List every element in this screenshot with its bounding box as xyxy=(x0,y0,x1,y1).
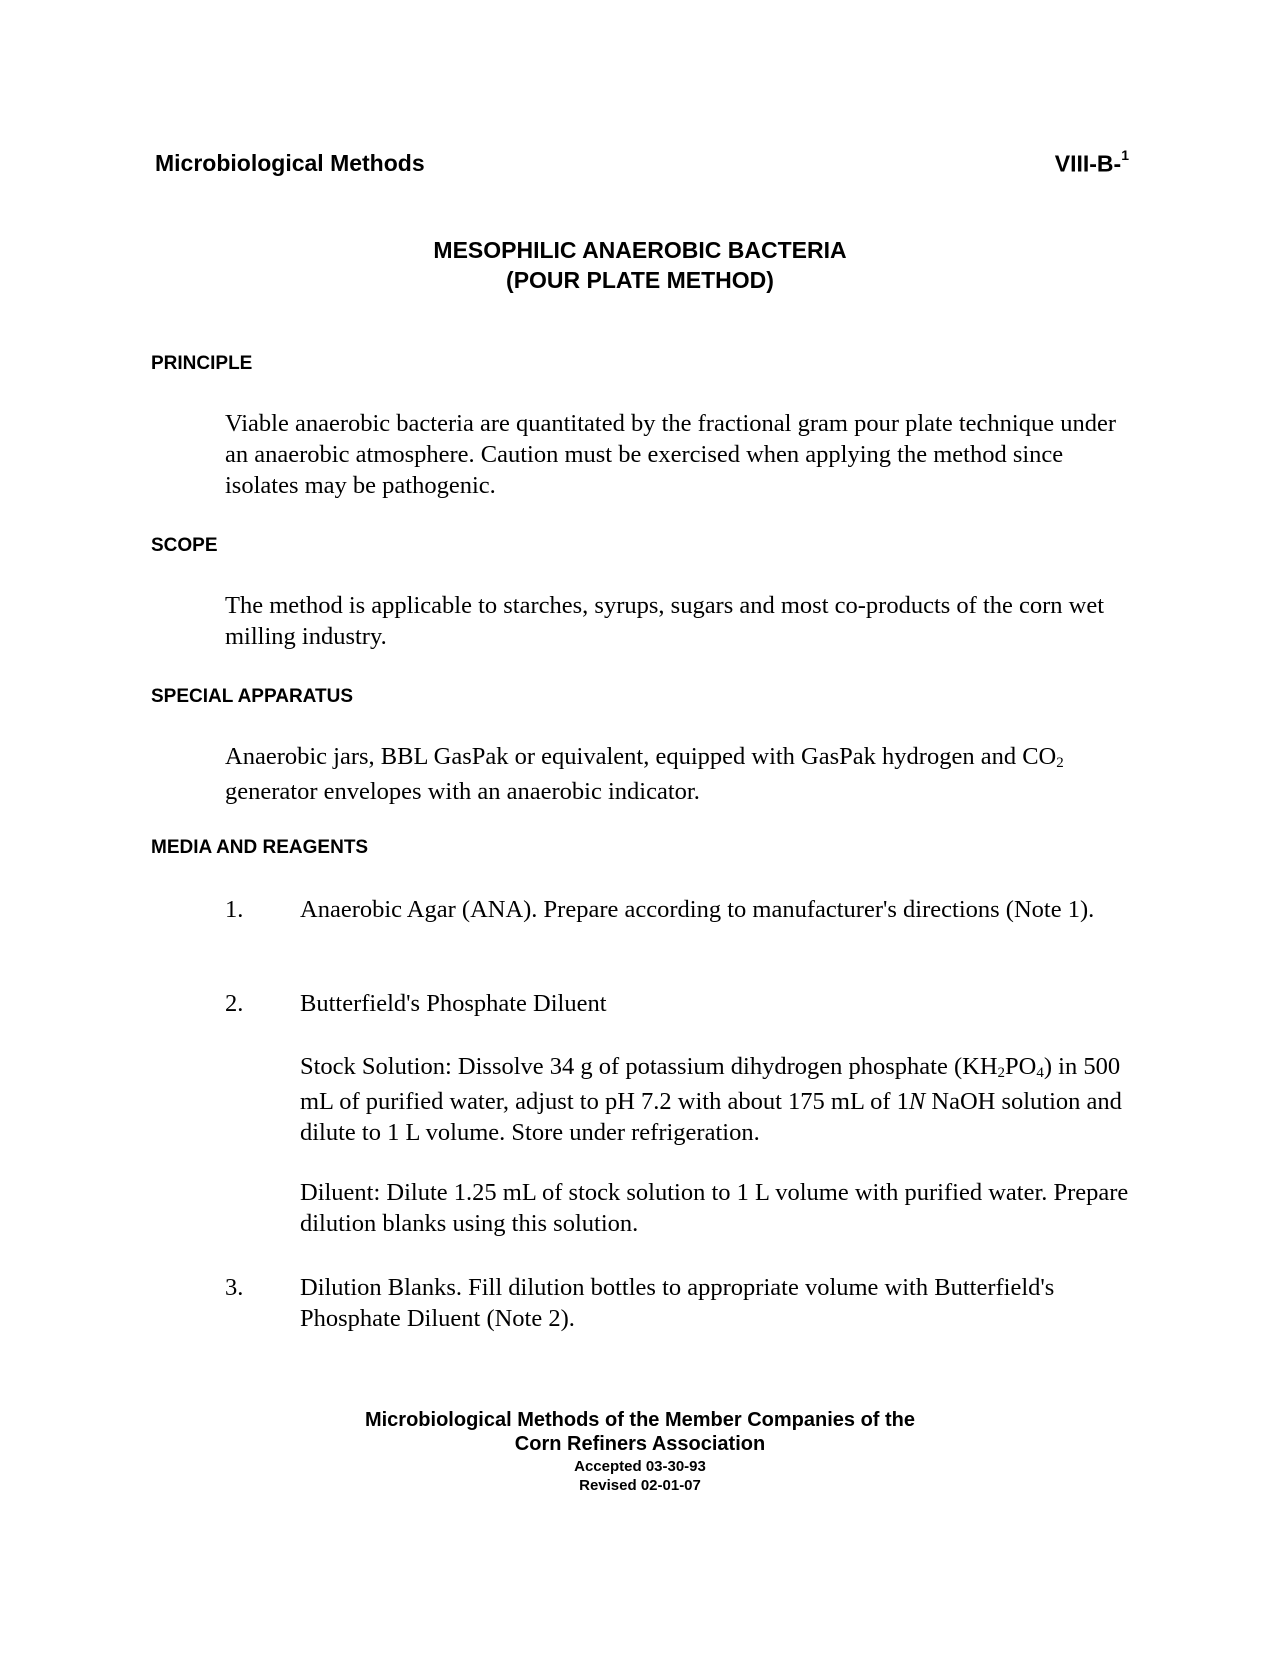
heading-scope: SCOPE xyxy=(151,535,218,556)
title-line-1: MESOPHILIC ANAEROBIC BACTERIA xyxy=(433,237,847,263)
stock-a: Stock Solution: Dissolve 34 g of potassium dihydrogen phosphate (KH xyxy=(300,1053,998,1080)
apparatus-text-b: generator envelopes with an anaerobic indicator. xyxy=(225,778,700,805)
item-2-text: Butterfield's Phosphate Diluent xyxy=(300,990,607,1017)
footer-revised: Revised 02-01-07 xyxy=(579,1477,701,1494)
item-1-text: Anaerobic Agar (ANA). Prepare according to manufacturer's directions (Note 1). xyxy=(300,896,1095,923)
stock-sub-2: 4 xyxy=(1036,1065,1044,1081)
principle-text: Viable anaerobic bacteria are quantitated by the fractional gram pour plate technique under an anaerobic atmosphere. Caution must be exercised when applying the method since isolates may be pathogenic. xyxy=(225,410,1116,499)
stock-c: ) in 500 mL of purified water, adjust to pH 7.2 with about 175 mL of 1 xyxy=(300,1053,1121,1115)
header-section-number xyxy=(1054,147,1129,178)
diluent-text: Diluent: Dilute 1.25 mL of stock solution to 1 L volume with purified water. Prepare dilution blanks using this solution. xyxy=(300,1179,1129,1237)
item-3-number: 3. xyxy=(225,1274,244,1301)
item-2-number: 2. xyxy=(225,990,244,1017)
stock-b: PO xyxy=(1005,1053,1037,1080)
title-line-2: (POUR PLATE METHOD) xyxy=(506,267,774,293)
footer-dates xyxy=(0,1457,1280,1495)
footer-accepted: Accepted 03-30-93 xyxy=(574,1458,706,1475)
stock-solution-text xyxy=(300,1051,1129,1148)
heading-special-apparatus: SPECIAL APPARATUS xyxy=(151,686,353,707)
header-left-title: Microbiological Methods xyxy=(155,150,425,176)
item-3-text: Dilution Blanks. Fill dilution bottles to appropriate volume with Butterfield's Phosphate Diluent (Note 2). xyxy=(300,1274,1055,1332)
heading-media-reagents: MEDIA AND REAGENTS xyxy=(151,837,369,858)
footer-line-2: Corn Refiners Association xyxy=(514,1433,766,1455)
footer-line-1: Microbiological Methods of the Member Companies of the xyxy=(364,1409,916,1431)
apparatus-sub: 2 xyxy=(1056,755,1064,771)
scope-text: The method is applicable to starches, syrups, sugars and most co-products of the corn wet milling industry. xyxy=(225,592,1105,650)
footer-main xyxy=(0,1408,1280,1456)
section-number-text: VIII-B- xyxy=(1054,150,1122,177)
stock-italic: N xyxy=(908,1088,926,1115)
document-title xyxy=(0,235,1280,295)
heading-principle: PRINCIPLE xyxy=(151,353,253,374)
stock-sub-1: 2 xyxy=(997,1065,1006,1081)
item-1-number: 1. xyxy=(225,896,244,923)
apparatus-text xyxy=(225,741,1129,807)
section-page-sup: 1 xyxy=(1121,147,1129,163)
stock-d: NaOH solution and dilute to 1 L volume. Store under refrigeration. xyxy=(300,1088,1122,1146)
page-header xyxy=(155,147,1129,184)
apparatus-text-a: Anaerobic jars, BBL GasPak or equivalent, equipped with GasPak hydrogen and CO xyxy=(225,743,1057,770)
